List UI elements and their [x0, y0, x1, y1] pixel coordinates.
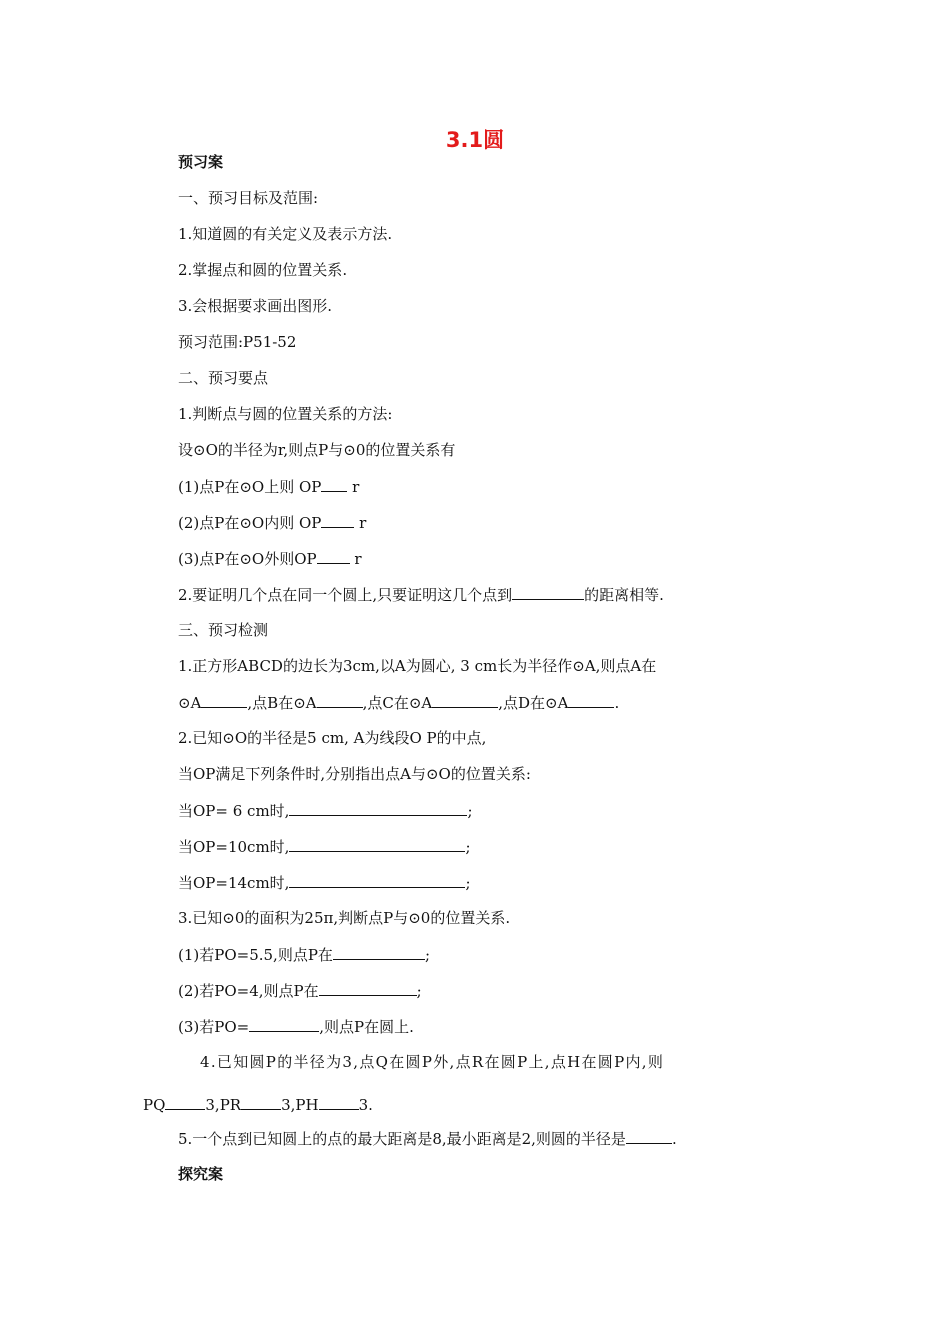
semicolon: ;: [465, 838, 471, 856]
q1-text-e: .: [614, 694, 620, 712]
semicolon: ;: [465, 874, 471, 892]
question-1: 1.正方形ABCD的边长为3cm,以A为圆心, 3 cm长为半径作⊙A,则点A在: [178, 657, 657, 675]
semicolon: ;: [424, 946, 430, 964]
case-2-text: (2)点P在⊙O内则 OP: [178, 514, 322, 532]
preview-range: 预习范围:P51-52: [178, 333, 297, 351]
section-3-heading: 三、预习检测: [178, 621, 269, 639]
answer-blank[interactable]: [333, 944, 425, 960]
q1-text-d: ,点D在⊙A: [498, 694, 569, 712]
answer-blank[interactable]: [321, 512, 354, 528]
section-1-heading: 一、预习目标及范围:: [178, 189, 319, 207]
answer-blank[interactable]: [289, 800, 467, 816]
key-point-2-text: 2.要证明几个点在同一个圆上,只要证明这几个点到: [178, 586, 513, 604]
question-2-case-1: [178, 800, 473, 821]
q5-tail: .: [671, 1130, 677, 1148]
key-point-2-tail: 的距离相等.: [584, 586, 664, 604]
key-point-1-intro: 设⊙O的半径为r,则点P与⊙0的位置关系有: [178, 441, 456, 459]
question-3-case-3: [178, 1016, 414, 1037]
answer-blank[interactable]: [319, 980, 417, 996]
question-3-case-1: [178, 944, 430, 965]
q2-case-1-text: 当OP= 6 cm时,: [178, 802, 290, 820]
q4-text-d: 3.: [358, 1096, 373, 1114]
q3-case-3-tail: ,则点P在圆上.: [319, 1018, 414, 1036]
q2-case-2-text: 当OP=10cm时,: [178, 838, 290, 856]
q3-case-1-text: (1)若PO=5.5,则点P在: [178, 946, 333, 964]
goal-3: 3.会根据要求画出图形.: [178, 297, 333, 315]
q4-text-b: 3,PR: [205, 1096, 242, 1114]
case-1-tail: r: [347, 478, 360, 496]
question-2-condition: 当OP满足下列条件时,分别指出点A与⊙O的位置关系:: [178, 765, 531, 783]
q4-text-c: 3,PH: [281, 1096, 319, 1114]
section-2-heading: 二、预习要点: [178, 369, 269, 387]
answer-blank[interactable]: [626, 1128, 672, 1144]
semicolon: ;: [467, 802, 473, 820]
answer-blank[interactable]: [249, 1016, 319, 1032]
question-2-case-2: [178, 836, 471, 857]
answer-blank[interactable]: [201, 692, 247, 708]
key-point-1: 1.判断点与圆的位置关系的方法:: [178, 405, 393, 423]
answer-blank[interactable]: [432, 692, 498, 708]
answer-blank[interactable]: [289, 836, 465, 852]
goal-2: 2.掌握点和圆的位置关系.: [178, 261, 348, 279]
answer-blank[interactable]: [317, 692, 363, 708]
key-point-2: [178, 584, 664, 605]
q3-case-3-text: (3)若PO=: [178, 1018, 250, 1036]
answer-blank[interactable]: [321, 476, 347, 492]
q1-text-b: ,点B在⊙A: [247, 694, 317, 712]
document-title: 3.1圆: [445, 128, 505, 152]
section-preview-heading: 预习案: [178, 153, 224, 171]
question-4-blanks: [143, 1094, 373, 1115]
case-3-tail: r: [349, 550, 362, 568]
question-2: 2.已知⊙O的半径是5 cm, A为线段O P的中点,: [178, 729, 487, 747]
case-2-tail: r: [354, 514, 367, 532]
case-1-text: (1)点P在⊙O上则 OP: [178, 478, 322, 496]
q1-text-c: ,点C在⊙A: [362, 694, 433, 712]
question-1-blanks: [178, 692, 619, 713]
goal-1: 1.知道圆的有关定义及表示方法.: [178, 225, 393, 243]
q1-text-a: ⊙A: [178, 694, 202, 712]
question-5: [178, 1128, 677, 1149]
question-4: 4.已知圆P的半径为3,点Q在圆P外,点R在圆P上,点H在圆P内,则: [200, 1053, 665, 1071]
question-3: 3.已知⊙0的面积为25π,判断点P与⊙0的位置关系.: [178, 909, 511, 927]
section-explore-heading: 探究案: [178, 1165, 224, 1183]
key-point-1-case-3: [178, 548, 362, 569]
answer-blank[interactable]: [289, 872, 465, 888]
answer-blank[interactable]: [319, 1094, 359, 1110]
answer-blank[interactable]: [317, 548, 350, 564]
key-point-1-case-1: [178, 476, 359, 497]
case-3-text: (3)点P在⊙O外则OP: [178, 550, 317, 568]
question-3-case-2: [178, 980, 422, 1001]
key-point-1-case-2: [178, 512, 366, 533]
answer-blank[interactable]: [512, 584, 584, 600]
semicolon: ;: [416, 982, 422, 1000]
q2-case-3-text: 当OP=14cm时,: [178, 874, 290, 892]
q5-text: 5.一个点到已知圆上的点的最大距离是8,最小距离是2,则圆的半径是: [178, 1130, 626, 1148]
answer-blank[interactable]: [165, 1094, 205, 1110]
answer-blank[interactable]: [568, 692, 614, 708]
answer-blank[interactable]: [241, 1094, 281, 1110]
q4-text-a: PQ: [143, 1096, 166, 1114]
question-2-case-3: [178, 872, 471, 893]
q3-case-2-text: (2)若PO=4,则点P在: [178, 982, 319, 1000]
